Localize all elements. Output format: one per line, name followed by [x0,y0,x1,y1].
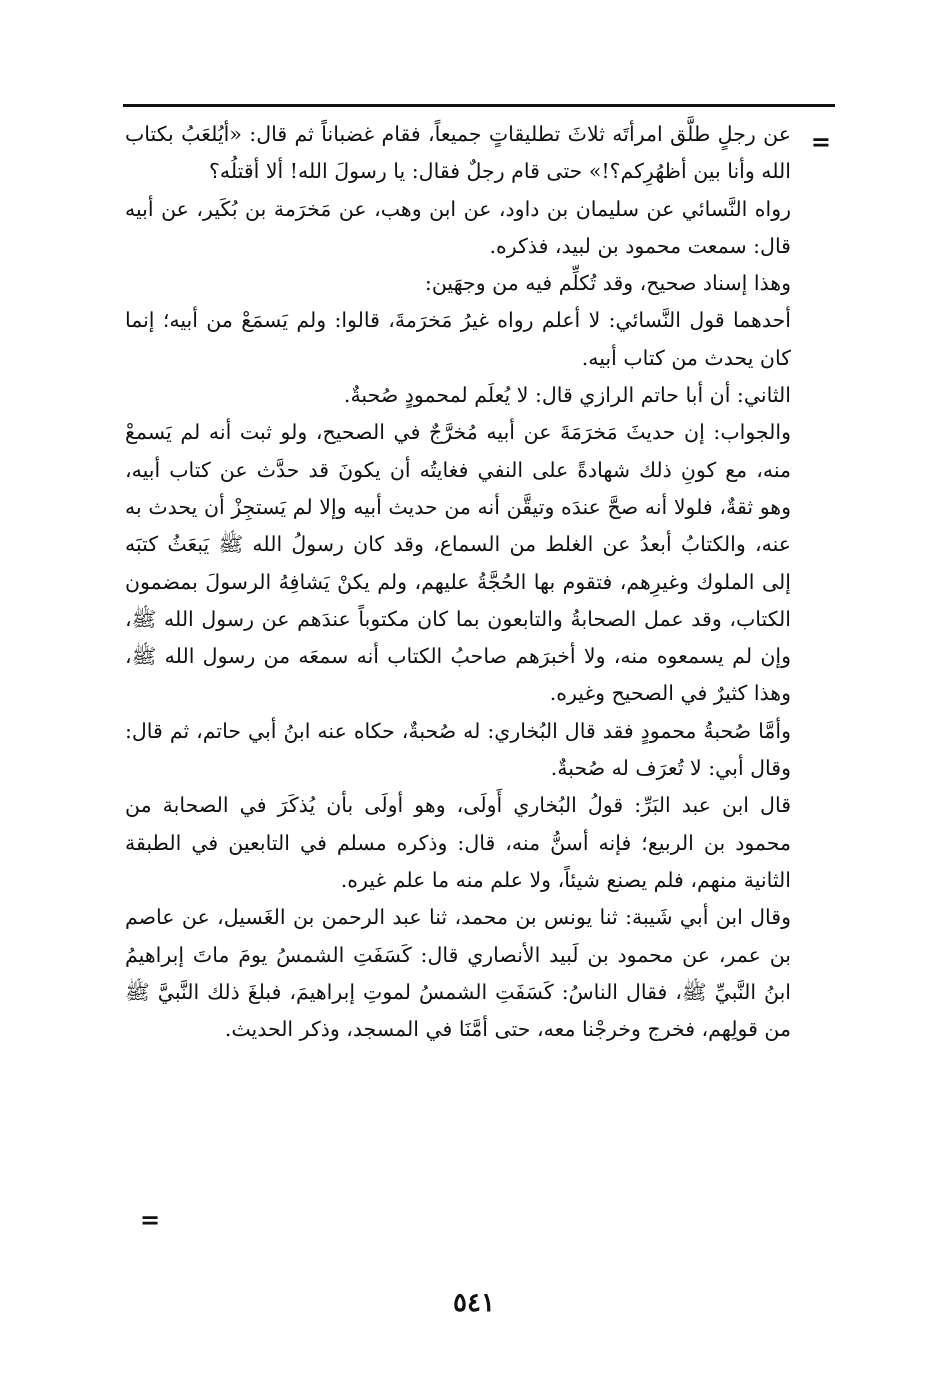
page-number: ٥٤١ [453,1288,495,1318]
paragraph: أحدهما قول النَّسائي: لا أعلم رواه غيرُ مَخرَمةَ، قالوا: ولم يَسمَعْ من أبيه؛ إنما كان يحدث من كتاب أبيه. [125,308,791,370]
paragraph: وأمَّا صُحبةُ محمودٍ فقد قال البُخاري: له صُحبةٌ، حكاه عنه ابنُ أبي حاتم، ثم قال: وقال أبي: لا تُعرَف له صُحبةٌ. [125,718,791,781]
continuation-marker-start: = [810,127,831,156]
paragraph: وقال ابن أبي شَيبة: ثنا يونس بن محمد، ثنا عبد الرحمن بن الغَسيل، عن عاصم بن عمر، عن محمود بن لَبيد الأنصاري قال: كَسَفَتِ الشمسُ يومَ ماتَ إبراهيمُ ابنُ النَّبيِّ ﷺ، فقال الناسُ: كَسَفَتِ الشمسُ لموتِ إبراهيمَ، فبلغَ ذلك النَّبيَّ ﷺ من قولِهم، فخرج وخرجْنا معه، حتى أمَّنَا في المسجد، وذكر الحديث. [125,905,791,1042]
paragraph: وهذا إسناد صحيح، وقد تُكلِّم فيه من وجهَين: [424,271,791,296]
page-body [125,116,791,1048]
paragraph: الثاني: أن أبا حاتم الرازي قال: لا يُعلَم لمحمودٍ صُحبةٌ. [343,383,791,408]
paragraph: قال ابن عبد البَرِّ: قولُ البُخاري أَولَى، وهو أولَى بأن يُذكَرَ في الصحابة من محمود بن الربيع؛ فإنه أسنُّ منه، قال: وذكره مسلم في التابعين في الطبقة الثانية منهم، فلم يصنع شيئاً، ولا علم منه ما علم غيره. [125,793,791,892]
paragraph: رواه النَّسائي عن سليمان بن داود، عن ابن وهب، عن مَخرَمة بن بُكَير، عن أبيه قال: سمعت محمود بن لبيد، فذكره. [125,196,791,258]
paragraph: عن رجلٍ طلَّق امرأتَه ثلاثَ تطليقاتٍ جميعاً، فقام غضباناً ثم قال: «أيُلعَبُ بكتاب الله وأنا بين أظهُرِكم؟!» حتى قام رجلٌ فقال: يا رسولَ الله! ألا أقتلُه؟ [125,122,791,184]
header-rule [123,104,835,107]
continuation-marker-end: = [140,1205,161,1234]
paragraph: والجواب: إن حديثَ مَخرَمَةَ عن أبيه مُخرَّجٌ في الصحيح، ولو ثبت أنه لم يَسمعْ منه، مع كونِ ذلك شهادةً على النفي فغايتُه أن يكونَ قد حدَّث عن كتاب أبيه، وهو ثقةٌ، فلولا أنه صحَّ عندَه وتيقَّن أنه من حديث أبيه وإلا لم يَستجِزْ أن يحدث به عنه، والكتابُ أبعدُ عن الغلط من السماع، وقد كان رسولُ الله ﷺ يَبعَثُ كتبَه إلى الملوك وغيرِهم، فتقوم بها الحُجَّةُ عليهم، ولم يكنْ يَشافِهُ الرسولَ بمضمون الكتاب، وقد عمل الصحابةُ والتابعون بما كان مكتوباً عندَهم عن رسول الله ﷺ، وإن لم يسمعوه منه، ولا أخبرَهم صاحبُ الكتاب أنه سمعَه من رسول الله ﷺ، وهذا كثيرٌ في الصحيح وغيره. [125,420,791,706]
